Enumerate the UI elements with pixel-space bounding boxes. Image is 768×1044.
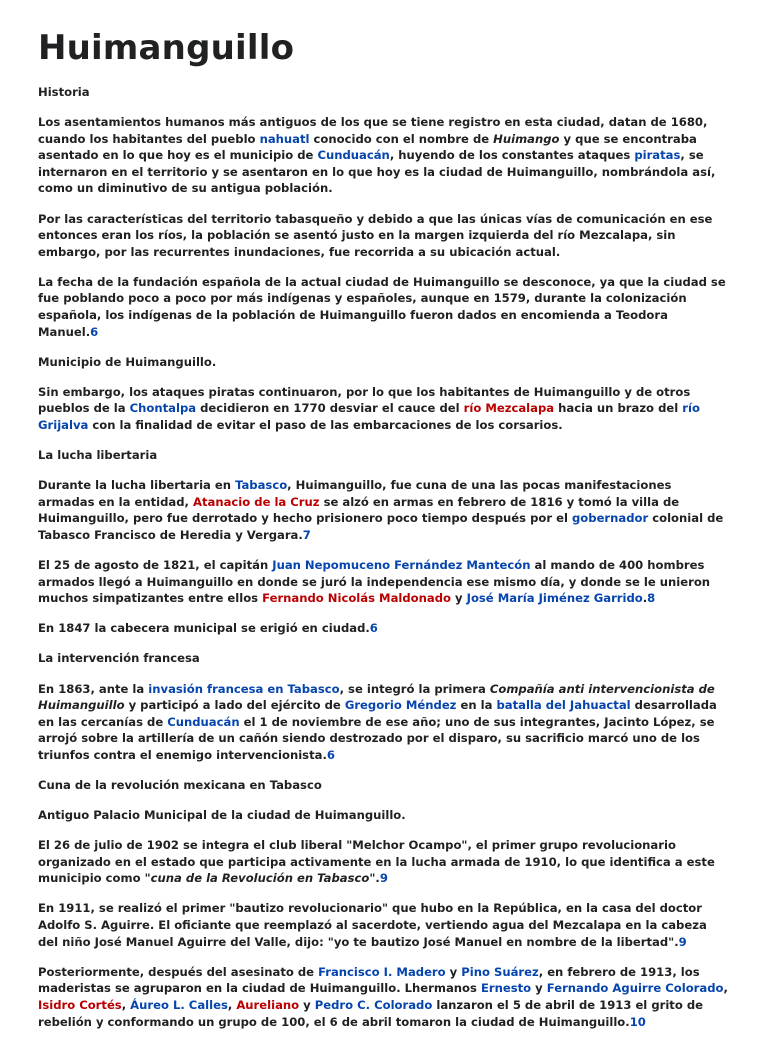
link-gregorio-mendez[interactable]: Gregorio Méndez [344,698,457,713]
text: La fecha de la fundación española de la actual ciudad de Huimanguillo se desconoce, ya que la ciudad se fue poblando poco a poco por más indígenas y españoles, aunque en 1579, durante la colonización española, los indígenas de la población de Huimanguillo fueron dados en encomienda a Teodora Manuel. [38,274,726,339]
link-nahuatl[interactable]: nahuatl [259,131,310,146]
text: con la finalidad de evitar el paso de las embarcaciones de los corsarios. [88,418,563,432]
text: desarrollada en las cercanías de [38,698,717,729]
text: en la [456,698,497,713]
paragraph-asentamientos [38,114,728,197]
text: Posteriormente, después del asesinato de [38,964,319,979]
reference-link[interactable]: 8 [647,591,656,606]
link-atanacio-de-la-cruz[interactable]: Atanacio de la Cruz [193,494,320,509]
link-gobernador[interactable]: gobernador [572,511,649,526]
paragraph-lucha-libertaria [38,477,728,543]
link-aureo-calles[interactable]: Áureo L. Calles [130,997,228,1012]
text: , Huimanguillo, fue cuna de una las pocas manifestaciones armadas en la entidad, [38,478,672,509]
reference-link[interactable]: 9 [379,871,388,886]
text: En 1847 la cabecera municipal se erigió en ciudad. [38,621,370,636]
text: . [642,591,648,606]
text: y [299,997,315,1012]
article [38,26,728,1044]
paragraph-ataques-piratas [38,384,728,434]
page-title: Huimanguillo [38,28,295,68]
paragraph-intervencion [38,681,728,764]
link-fernando-nicolas-maldonado[interactable]: Fernando Nicolás Maldonado [262,591,451,606]
text: se alzó en armas en febrero de 1816 y tomó la villa de Huimanguillo, pero fue derrotado y hecho prisionero poco tiempo después por el [38,494,680,526]
link-piratas[interactable]: piratas [634,148,681,163]
text: , huyendo de los constantes ataques [389,148,635,163]
link-juan-nepomuceno[interactable]: Juan Nepomuceno Fernández Mantecón [272,558,531,573]
text: , se integró la primera [339,681,490,696]
text: al mando de 400 hombres armados llegó a Huimanguillo en donde se juró la independencia ese mismo día, y donde se le unieron muchos simpatizantes entre ellos [38,558,711,606]
text: y [450,591,467,606]
link-rio-grijalva[interactable]: río Grijalva [38,401,700,432]
text: hacia un brazo del [554,401,683,416]
text: . [375,871,380,886]
paragraph-bautizo [38,900,728,950]
reference-link[interactable]: 10 [629,1014,646,1029]
text: , [121,997,131,1012]
section-heading-historia: Historia [38,85,90,99]
text: , se internaron en el territorio y se asentaron en lo que hoy es la ciudad de Huimanguillo, nombrándola así, como un diminutivo de su antigua población. [38,148,716,196]
italic-compania: Compañía anti intervencionista de Huimanguillo [38,681,715,713]
paragraph-territorio: Por las características del territorio tabasqueño y debido a que las únicas vías de comunicación en ese entonces eran los ríos, la población se asentó justo en la margen izquierda del río Mezcalapa, sin embargo, por las recurrentes inundaciones, fue recorrida a su ubicación actual. [38,211,713,259]
link-aureliano[interactable]: Aureliano [236,997,300,1012]
text: , [227,997,237,1012]
link-batalla-jahuactal[interactable]: batalla del Jahuactal [496,698,631,713]
link-ernesto[interactable]: Ernesto [480,981,532,996]
link-tabasco[interactable]: Tabasco [235,478,288,493]
text: Sin embargo, los ataques piratas continuaron, por lo que los habitantes de Huimanguillo y de otros pueblos de la [38,384,691,416]
text: Durante la lucha libertaria en [38,478,236,493]
text: colonial de Tabasco Francisco de Heredia y Vergara. [38,511,724,542]
link-isidro-cortes[interactable]: Isidro Cortés [38,997,122,1012]
text: En 1863, ante la [38,681,149,696]
link-cunduacan[interactable]: Cunduacán [167,714,240,729]
italic-cuna-revolucion: "cuna de la Revolución en Tabasco" [144,871,376,886]
text: y [531,981,547,996]
italic-huimango: Huimango [493,131,560,146]
link-invasion-francesa[interactable]: invasión francesa en Tabasco [148,681,340,696]
text: conocido con el nombre de [309,131,494,146]
text: El 26 de julio de 1902 se integra el club liberal "Melchor Ocampo", el primer grupo revolucionario organizado en el estado que participa activamente en la lucha armada de 1910, lo que identifica a este municipio como [38,838,715,886]
caption-municipio: Municipio de Huimanguillo. [38,354,217,369]
text: y que se encontraba asentado en lo que hoy es el municipio de [38,131,697,163]
link-rio-mezcalapa[interactable]: río Mezcalapa [463,401,555,416]
link-chontalpa[interactable]: Chontalpa [129,401,197,416]
link-fernando-aguirre-colorado[interactable]: Fernando Aguirre Colorado [546,981,724,996]
link-cunduacan[interactable]: Cunduacán [317,148,390,163]
link-pedro-colorado[interactable]: Pedro C. Colorado [314,997,433,1012]
text: En 1911, se realizó el primer "bautizo revolucionario" que hubo en la República, en la casa del doctor Adolfo S. Aguirre. El oficiante que reemplazó al sacerdote, vertiendo agua del Mezcalapa en la cabeza del niño José Manuel Aguirre del Valle, dijo: "yo te bautizo José Manuel en nombre de la libertad". [38,901,707,949]
reference-link[interactable]: 7 [302,527,311,542]
reference-link[interactable]: 6 [369,621,378,636]
text: , en febrero de 1913, los maderistas se agruparon en la ciudad de Huimanguillo. Lhermanos [38,964,700,996]
link-francisco-madero[interactable]: Francisco I. Madero [318,964,446,979]
text: decidieron en 1770 desviar el cauce del [196,401,464,416]
text: el 1 de noviembre de ese año; uno de sus integrantes, Jacinto López, se arrojó sobre la artillería de un cañón siendo destrozado por el disparo, su sacrificio marcó uno de los triunfos contra el enemigo intervencionista. [38,714,715,762]
link-pino-suarez[interactable]: Pino Suárez [461,964,539,979]
section-heading-intervencion: La intervención francesa [38,651,200,666]
paragraph-club-liberal [38,837,728,887]
paragraph-fundacion [38,274,728,340]
section-heading-lucha: La lucha libertaria [38,448,158,463]
text: lanzaron el 5 de abril de 1913 el grito de rebelión y conformando un grupo de 100, el 6 de abril tomaron la ciudad de Huimanguillo. [38,997,704,1029]
section-heading-cuna: Cuna de la revolución mexicana en Tabasco [38,778,322,792]
reference-link[interactable]: 9 [678,934,687,949]
paragraph-cabecera [38,620,728,637]
link-jose-maria-jimenez[interactable]: José María Jiménez Garrido [466,591,643,606]
reference-link[interactable]: 6 [326,747,335,762]
reference-link[interactable]: 6 [90,324,99,339]
text: y participó a lado del ejército de [124,698,345,713]
text: y [445,964,462,979]
text: , [723,981,728,996]
text: Los asentamientos humanos más antiguos de los que se tiene registro en esta ciudad, datan de 1680, cuando los habitantes del pueblo [38,115,708,146]
paragraph-independencia [38,557,728,607]
paragraph-maderistas [38,964,728,1030]
caption-palacio: Antiguo Palacio Municipal de la ciudad de Huimanguillo. [38,808,406,823]
text: El 25 de agosto de 1821, el capitán [38,558,273,573]
